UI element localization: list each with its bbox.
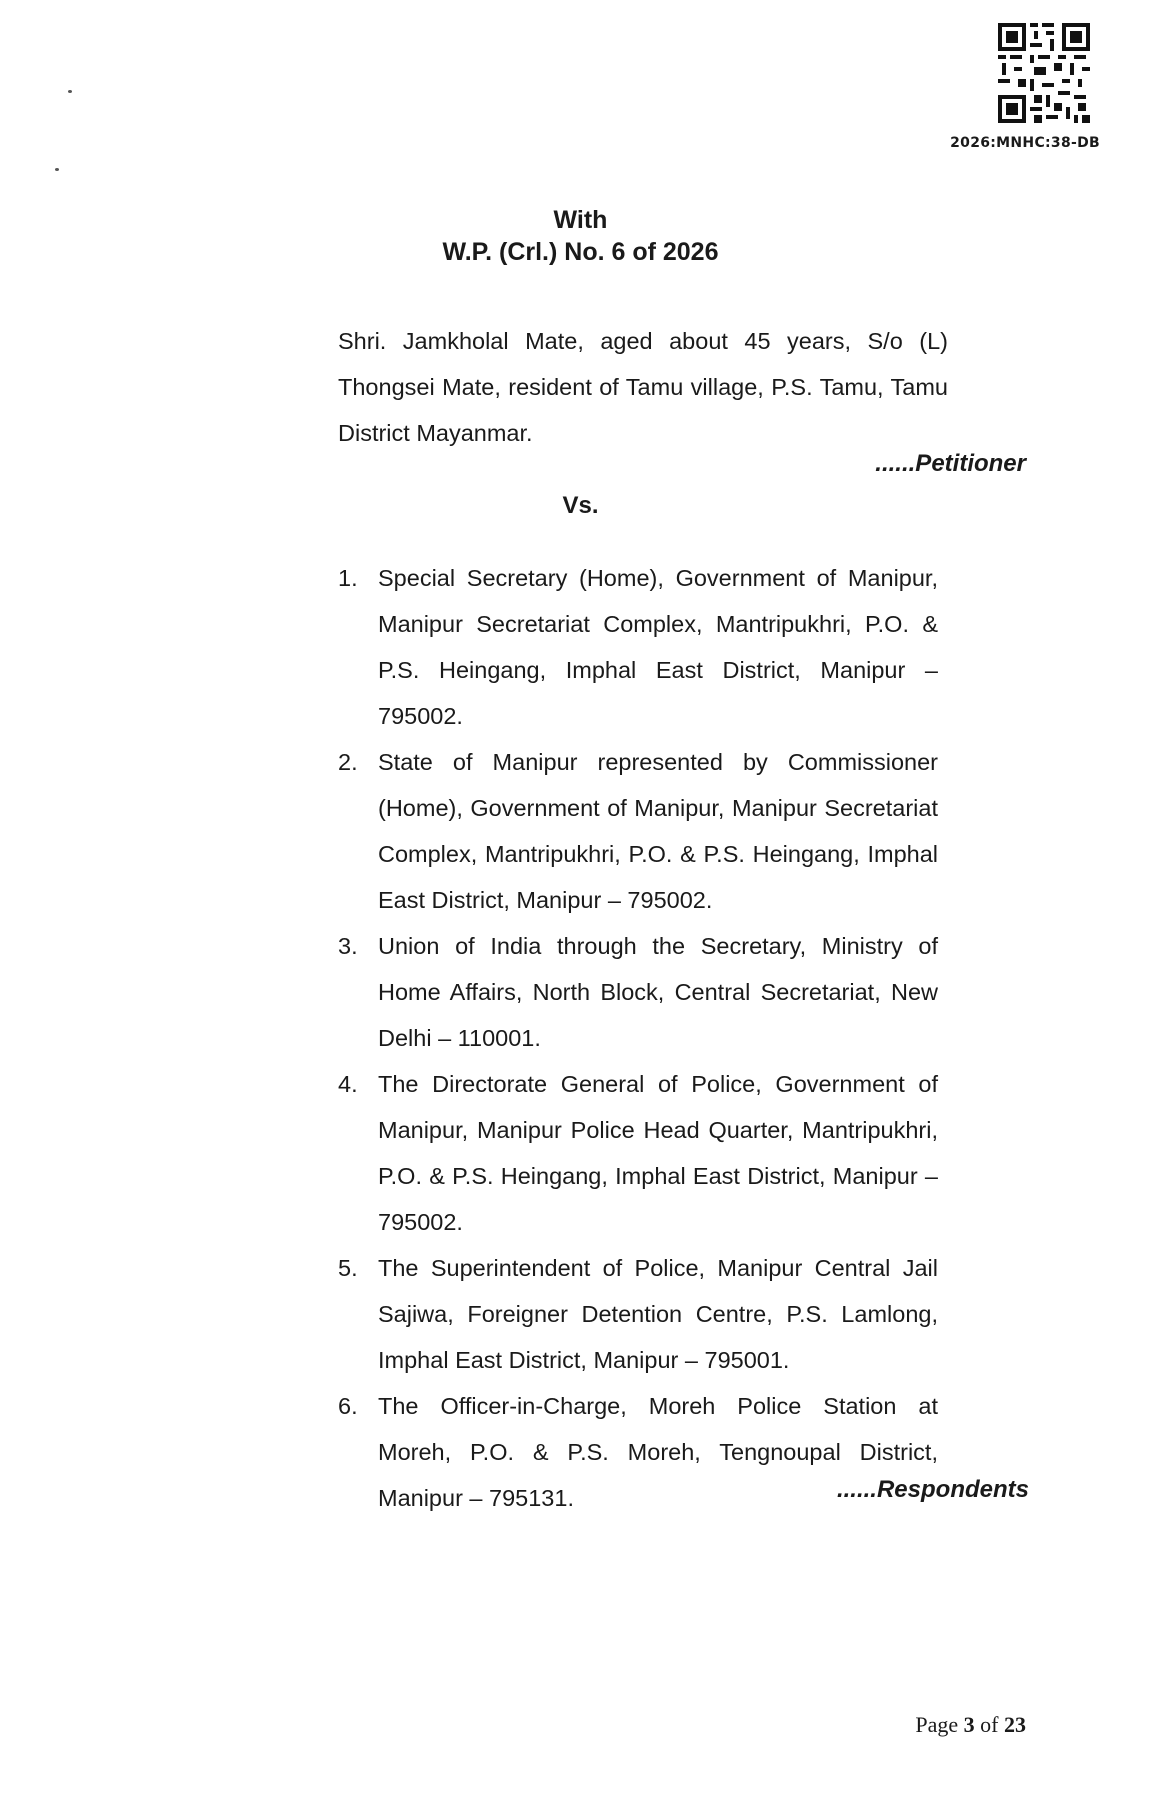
respondent-number: 5. <box>338 1255 358 1281</box>
respondents-label: ......Respondents <box>836 1476 1029 1503</box>
page-of: of <box>980 1712 999 1737</box>
page-current: 3 <box>963 1712 975 1737</box>
respondent-number: 3. <box>338 933 358 959</box>
respondent-text: Union of India through the Secretary, Ministry of Home Affairs, North Block, Central Secretariat, New Delhi – 110001. <box>378 933 938 1051</box>
list-item <box>338 555 938 739</box>
respondent-text: The Directorate General of Police, Government of Manipur, Manipur Police Head Quarter, Mantripukhri, P.O. & P.S. Heingang, Imphal East District, Manipur – 795002. <box>378 1071 938 1235</box>
respondent-number: 1. <box>338 565 358 591</box>
page-prefix: Page <box>915 1712 959 1737</box>
petitioner-label: ......Petitioner <box>875 450 1026 477</box>
list-item <box>338 1245 938 1383</box>
versus-label: Vs. <box>562 492 599 519</box>
page-total: 23 <box>1004 1712 1026 1737</box>
with-heading: With <box>553 206 608 234</box>
case-number: W.P. (Crl.) No. 6 of 2026 <box>442 238 719 266</box>
respondent-number: 2. <box>338 749 358 775</box>
respondent-text: State of Manipur represented by Commissioner (Home), Government of Manipur, Manipur Secretariat Complex, Mantripukhri, P.O. & P.S. Heingang, Imphal East District, Manipur – 795002. <box>378 749 938 913</box>
neutral-citation: 2026:MNHC:38-DB <box>950 135 1100 151</box>
list-item <box>338 923 938 1061</box>
respondent-text: The Superintendent of Police, Manipur Central Jail Sajiwa, Foreigner Detention Centre, P.S. Lamlong, Imphal East District, Manipur – 795001. <box>378 1255 938 1373</box>
qr-code-icon <box>998 22 1090 124</box>
respondent-number: 4. <box>338 1071 358 1097</box>
scan-speck <box>68 90 72 93</box>
respondent-number: 6. <box>338 1393 358 1419</box>
list-item <box>338 1061 938 1245</box>
petitioner-details: Shri. Jamkholal Mate, aged about 45 years, S/o (L) Thongsei Mate, resident of Tamu village, P.S. Tamu, Tamu District Mayanmar. <box>338 328 948 446</box>
scan-speck <box>55 168 59 171</box>
respondents-list <box>338 555 938 1521</box>
list-item <box>338 739 938 923</box>
respondent-text: Special Secretary (Home), Government of Manipur, Manipur Secretariat Complex, Mantripukhri, P.O. & P.S. Heingang, Imphal East District, Manipur – 795002. <box>378 565 938 729</box>
page-number <box>915 1712 1026 1738</box>
respondent-text: The Officer-in-Charge, Moreh Police Station at Moreh, P.O. & P.S. Moreh, Tengnoupal District, Manipur – 795131. <box>378 1393 938 1511</box>
